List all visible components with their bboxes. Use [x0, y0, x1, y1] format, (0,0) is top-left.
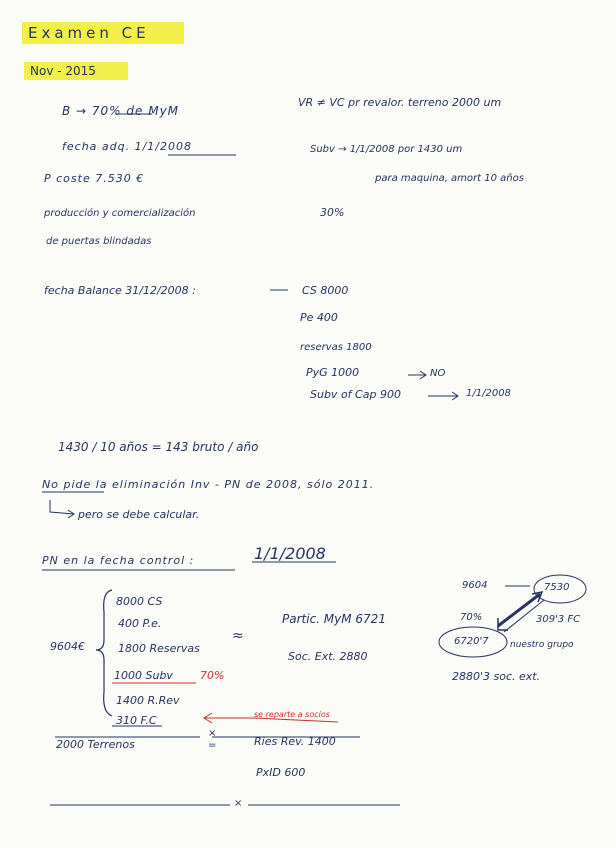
pxid: PxID 600 — [256, 766, 306, 779]
x-mark: × — [208, 728, 217, 739]
balance-note-no: NO — [430, 368, 446, 379]
exam-title: Examen CE — [22, 22, 184, 44]
pn-item-pe: 400 P.e. — [118, 617, 162, 630]
balance-item-pyg: PyG 1000 — [306, 366, 360, 379]
pn-item-rrev: 1400 R.Rev — [116, 694, 180, 707]
ries-rev: Ries Rev. 1400 — [254, 735, 336, 748]
balance-item-pe: Pe 400 — [300, 311, 338, 324]
note-line-1-right: VR ≠ VC pr revalor. terreno 2000 um — [298, 96, 502, 109]
right-309: 309'3 FC — [536, 614, 581, 625]
no-pide-line: No pide la eliminación Inv - PN de 2008, sólo 2011. — [42, 478, 375, 491]
x-mark-bottom: × — [234, 798, 243, 809]
right-6721: 6720'7 — [454, 636, 489, 647]
note-line-3-left: P coste 7.530 € — [44, 172, 145, 185]
right-70: 70% — [460, 612, 483, 623]
terrenos: 2000 Terrenos — [56, 738, 135, 751]
pn-item-cs: 8000 CS — [116, 595, 163, 608]
balance-label: fecha Balance 31/12/2008 : — [44, 284, 196, 297]
pn-subv-pct: 70% — [200, 669, 225, 682]
balance-note-subv-date: 1/1/2008 — [466, 388, 511, 399]
right-nuestro-grupo: nuestro grupo — [510, 640, 574, 650]
equals-mark: = — [208, 740, 217, 751]
pn-item-fc: 310 F.C — [116, 714, 157, 727]
pero-line: pero se debe calcular. — [78, 508, 200, 521]
balance-item-cs: CS 8000 — [302, 284, 349, 297]
right-2880: 2880'3 soc. ext. — [452, 670, 541, 683]
calc-line: 1430 / 10 años = 143 bruto / año — [58, 440, 259, 454]
pn-label: PN en la fecha control : — [42, 554, 195, 567]
note-line-5-left: de puertas blindadas — [46, 236, 152, 247]
note-line-2-left: fecha adq. 1/1/2008 — [62, 140, 192, 153]
right-9604: 9604 — [462, 580, 488, 591]
balance-item-subv: Subv of Cap 900 — [310, 388, 401, 401]
fc-note: se reparte a socios — [254, 710, 330, 719]
pn-item-subv: 1000 Subv — [114, 669, 173, 682]
right-7530: 7530 — [544, 582, 570, 593]
note-line-2-right: Subv → 1/1/2008 por 1430 um — [310, 144, 463, 155]
note-line-4-left: producción y comercialización — [44, 208, 196, 219]
pn-item-reservas: 1800 Reservas — [118, 642, 200, 655]
pn-date: 1/1/2008 — [254, 544, 326, 563]
equals-sign: ≈ — [232, 628, 244, 644]
note-line-3-right: para maquina, amort 10 años — [375, 173, 524, 184]
soc-ext: Soc. Ext. 2880 — [288, 650, 368, 663]
balance-item-reservas: reservas 1800 — [300, 342, 372, 353]
note-line-1-left: B → 70% de MyM — [62, 104, 180, 118]
note-line-4-right: 30% — [320, 206, 345, 219]
partic-mym: Partic. MyM 6721 — [282, 612, 386, 626]
exam-date: Nov - 2015 — [24, 62, 128, 80]
pn-total: 9604€ — [50, 640, 85, 653]
